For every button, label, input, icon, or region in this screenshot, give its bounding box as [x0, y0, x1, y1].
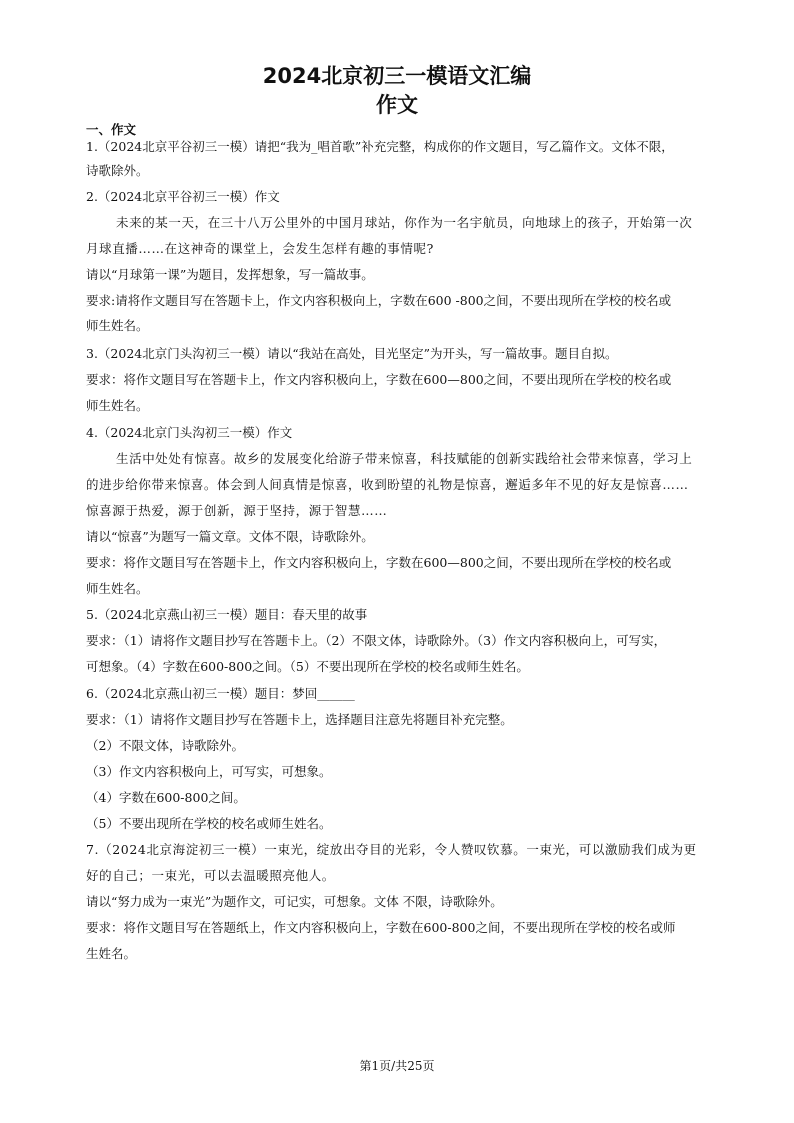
q3-requirement-line-1: 要求：将作文题目写在答题卡上，作文内容积极向上，字数在600—800之间，不要出现所在学校的校名或: [86, 372, 672, 387]
q4-requirement-line-2: 师生姓名。: [86, 581, 149, 596]
section-heading: 一、作文: [86, 122, 137, 137]
q4-heading: 4.（2024北京门头沟初三一模）作文: [86, 425, 293, 440]
q6-requirement-3: （3）作文内容积极向上，可写实，可想象。: [86, 764, 332, 779]
q7-line-2: 好的自己；一束光，可以去温暖照亮他人。: [86, 868, 335, 883]
q7-requirement-line-2: 生姓名。: [86, 946, 137, 961]
q6-requirement-1: 要求：（1）请将作文题目抄写在答题卡上，选择题目注意先将题目补充完整。: [86, 712, 513, 727]
q5-requirement-line-1: 要求：（1）请将作文题目抄写在答题卡上。（2）不限文体，诗歌除外。（3）作文内容积极向上，可写实，: [86, 633, 667, 648]
q1-line-1: 1.（2024北京平谷初三一模）请把“我为_唱首歌”补充完整，构成你的作文题目，写乙篇作文。文体不限，: [86, 139, 674, 154]
q7-instruction: 请以“努力成为一束光”为题作文，可记实，可想象。文体 不限，诗歌除外。: [86, 894, 503, 909]
q4-prompt-line-2: 的进步给你带来惊喜。体会到人间真情是惊喜，收到盼望的礼物是惊喜，邂逅多年不见的好友是惊喜……: [86, 477, 689, 492]
q2-prompt-line-1: 未来的某一天，在三十八万公里外的中国月球站，你作为一名宇航员，向地球上的孩子，开始第一次: [116, 215, 693, 230]
q7-line-1: 7.（2024北京海淀初三一模）一束光，绽放出夺目的光彩，令人赞叹钦慕。一束光，可以激励我们成为更: [86, 842, 697, 857]
q4-prompt-line-3: 惊喜源于热爱，源于创新，源于坚持，源于智慧……: [86, 503, 388, 518]
q3-line: 3.（2024北京门头沟初三一模）请以“我站在高处，目光坚定”为开头，写一篇故事。题目自拟。: [86, 346, 618, 361]
page-number-footer: 第1页/共25页: [359, 1059, 435, 1073]
q1-line-2: 诗歌除外。: [86, 163, 149, 178]
q2-heading: 2.（2024北京平谷初三一模）作文: [86, 189, 280, 204]
q4-requirement-line-1: 要求：将作文题目写在答题卡上，作文内容积极向上，字数在600—800之间，不要出现所在学校的校名或: [86, 555, 672, 570]
q4-instruction: 请以“惊喜”为题写一篇文章。文体不限，诗歌除外。: [86, 529, 374, 544]
q2-requirement-line-1: 要求:请将作文题目写在答题卡上，作文内容积极向上，字数在600 -800之间，不要出现所在学校的校名或: [86, 293, 672, 308]
q7-requirement-line-1: 要求：将作文题目写在答题纸上，作文内容积极向上，字数在600-800之间，不要出现所在学校的校名或师: [86, 920, 676, 935]
q5-requirement-line-2: 可想象。（4）字数在600-800之间。（5）不要出现所在学校的校名或师生姓名。: [86, 659, 529, 674]
q6-requirement-5: （5）不要出现所在学校的校名或师生姓名。: [86, 816, 332, 831]
q6-requirement-2: （2）不限文体，诗歌除外。: [86, 738, 244, 753]
q6-requirement-4: （4）字数在600-800之间。: [86, 790, 246, 805]
q6-heading: 6.（2024北京燕山初三一模）题目：梦回______: [86, 686, 355, 701]
document-subtitle: 作文: [376, 93, 418, 117]
q4-prompt-line-1: 生活中处处有惊喜。故乡的发展变化给游子带来惊喜，科技赋能的创新实践给社会带来惊喜，学习上: [116, 451, 693, 466]
q2-prompt-line-2: 月球直播……在这神奇的课堂上，会发生怎样有趣的事情呢?: [86, 241, 434, 256]
q5-heading: 5.（2024北京燕山初三一模）题目：春天里的故事: [86, 607, 368, 622]
document-title: 2024北京初三一模语文汇编: [262, 64, 532, 88]
q2-instruction: 请以“月球第一课”为题目，发挥想象，写一篇故事。: [86, 267, 374, 282]
q3-requirement-line-2: 师生姓名。: [86, 398, 149, 413]
q2-requirement-line-2: 师生姓名。: [86, 318, 149, 333]
